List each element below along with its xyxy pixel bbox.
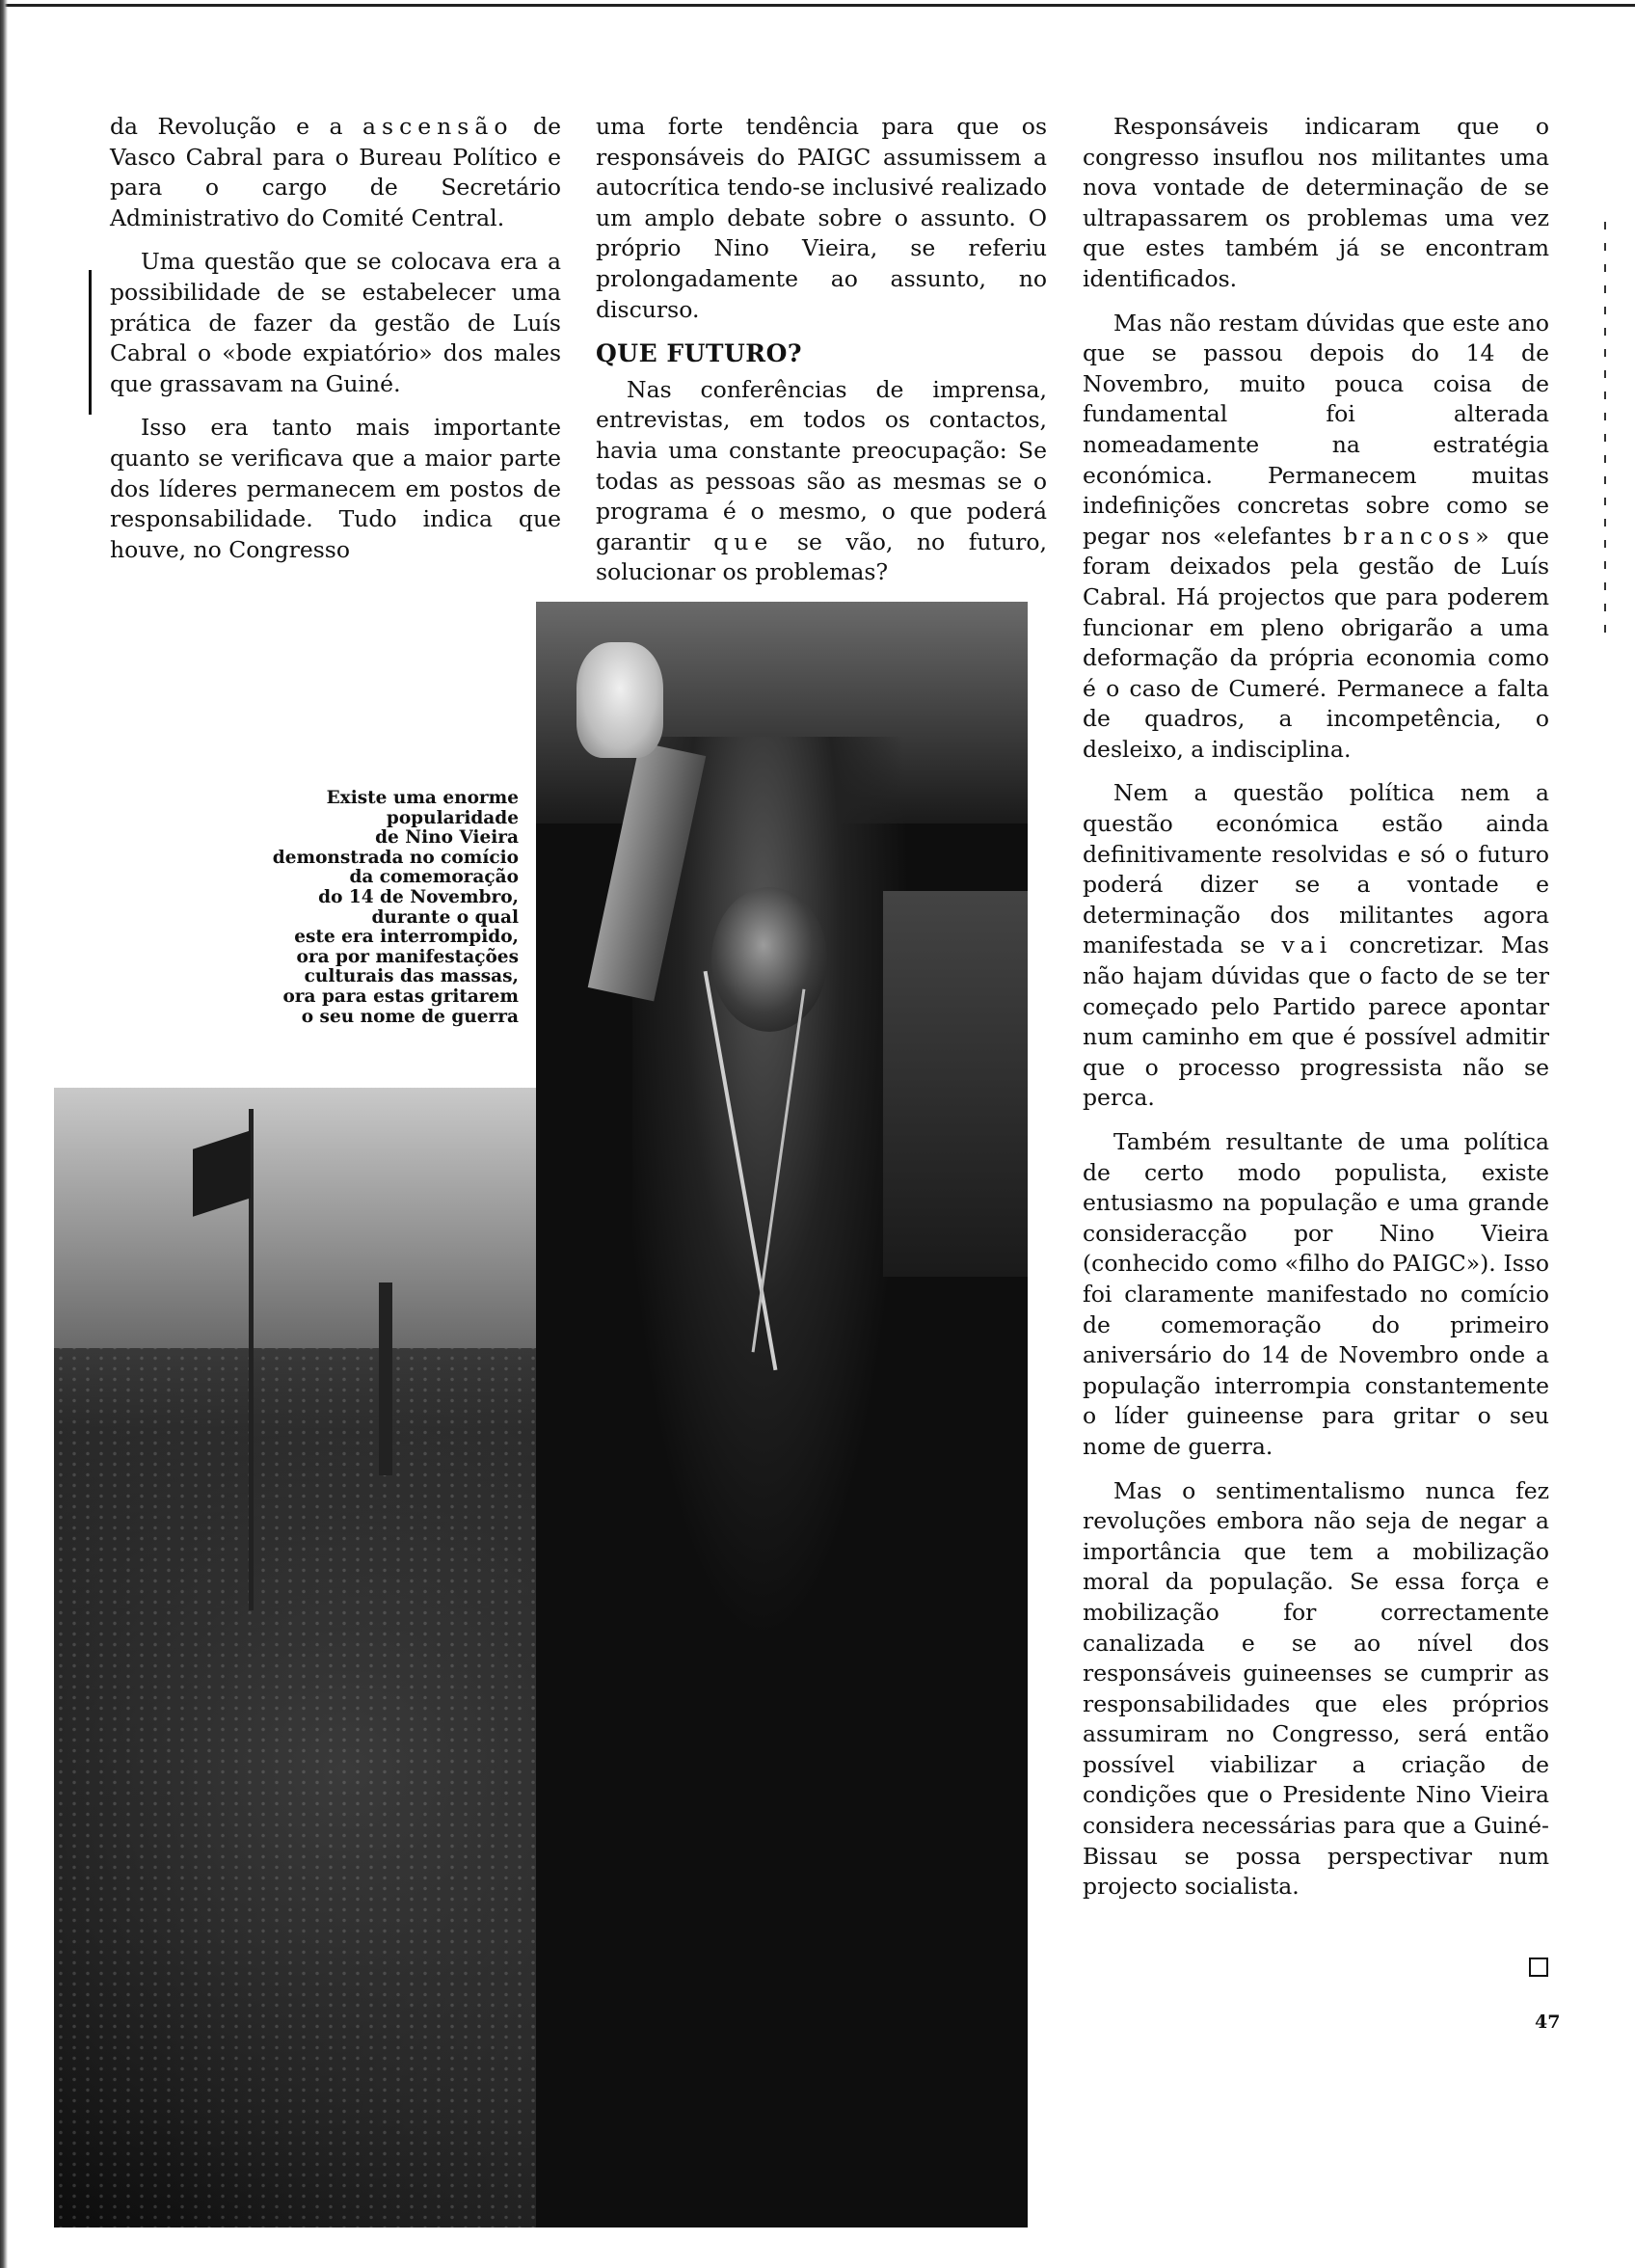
paragraph: Uma questão que se colocava era a possibilidade de se estabelecer uma prática de fazer da gestão de Luís Cabral o «bode expiatório» dos males que grassavam na Guiné. xyxy=(110,248,561,397)
caption-line: Existe uma enorme xyxy=(326,788,519,808)
section-heading: QUE FUTURO? xyxy=(596,339,802,368)
caption-line: durante o qual xyxy=(371,906,519,928)
margin-bracket xyxy=(89,270,92,415)
page-number: 47 xyxy=(1535,2012,1561,2033)
caption-line: este era interrompido, xyxy=(294,927,519,948)
paragraph: Isso era tanto mais importante quanto se verificava que a maior parte dos líderes permanecem em postos de responsabilidade. Tudo indica que houve, no Congresso xyxy=(110,414,561,563)
caption-line: popularidade xyxy=(386,807,519,828)
speaker-photo xyxy=(536,602,1028,2228)
photo-caption xyxy=(243,789,519,1027)
caption-line: ora para estas gritarem xyxy=(282,986,519,1007)
page-edge-shadow xyxy=(0,0,8,2268)
paragraph: uma forte tendência para que os responsáveis do PAIGC assumissem a autocrítica tendo-se inclusivé realizado um amplo debate sobre o assunto. O próprio Nino Vieira, se referiu prolongadamente ao assunto, no discurso. xyxy=(596,113,1047,323)
paragraph: Nem a questão política nem a questão económica estão ainda definitivamente resolvidas e só o futuro poderá dizer se a vontade e determinação dos militantes agora manifestada se vai concretizar. Mas não hajam dúvidas que o facto de se ter começado pelo Partido parece apontar num caminho em que é possível admitir que o processo progressista não se perca. xyxy=(1083,779,1549,1112)
paragraph: Nas conferências de imprensa, entrevistas, em todos os contactos, havia uma constante preocupação: Se todas as pessoas são as mesmas se o programa é o mesmo, o que poderá garantir que se vão, no futuro, solucionar os problemas? xyxy=(596,375,1047,586)
caption-line: demonstrada no comício xyxy=(272,847,519,868)
paragraph: Também resultante de uma política de certo modo populista, existe entusiasmo na população e uma grande consideracção por Nino Vieira (conhecido como «filho do PAIGC»). Isso foi claramente manifestado no comício de comemoração do primeiro aniversário do 14 de Novembro onde a população interrompia constantemente o líder guineense para gritar o seu nome de guerra. xyxy=(1083,1128,1549,1460)
caption-line: o seu nome de guerra xyxy=(301,1006,519,1027)
caption-line: de Nino Vieira xyxy=(375,827,519,849)
paragraph: da Revolução e a ascensão de Vasco Cabral para o Bureau Político e para o cargo de Secretário Administrativo do Comité Central. xyxy=(110,113,561,231)
end-of-article-mark xyxy=(1529,1958,1548,1977)
paragraph: Mas não restam dúvidas que este ano que se passou depois do 14 de Novembro, muito pouca coisa de fundamental foi alterada nomeadamente na estratégia económica. Permanecem muitas indefinições concretas sobre como se pegar nos «elefantes brancos» que foram deixados pela gestão de Luís Cabral. Há projectos que para poderem funcionar em pleno obrigarão a uma deformação da própria economia como é o caso de Cumeré. Permanece a falta de quadros, a incompetência, o desleixo, a indisciplina. xyxy=(1083,309,1549,763)
speaker-head xyxy=(711,887,827,1032)
paragraph: Mas o sentimentalismo nunca fez revoluções embora não seja de negar a importância que tem a mobilização moral da população. Se essa força e mobilização for correctamente canalizada e se ao nível dos responsáveis guineenses se cumprir as responsabilidades que eles próprios assumiram no Congresso, será então possível viabilizar a criação de condições que o Presidente Nino Vieira considera necessárias para que a Guiné-Bissau se possa perspectivar num projecto socialista. xyxy=(1083,1476,1549,1901)
article-column-1 xyxy=(110,112,561,579)
raised-hand xyxy=(576,642,663,758)
monument-tower xyxy=(379,1282,392,1475)
caption-line: da comemoração xyxy=(349,867,519,888)
article-column-2 xyxy=(596,112,1047,602)
paragraph: Responsáveis indicaram que o congresso insuflou nos militantes uma nova vontade de determinação de se ultrapassarem os problemas uma vez que estes também já se encontram identificados. xyxy=(1083,113,1549,292)
caption-line: do 14 de Novembro, xyxy=(318,886,519,907)
caption-line: culturais das massas, xyxy=(304,966,519,987)
top-border xyxy=(0,4,1635,7)
crowd-photo-sky xyxy=(54,1088,536,1348)
article-column-3 xyxy=(1083,112,1549,1916)
margin-marks xyxy=(1604,222,1606,636)
caption-line: ora por manifestações xyxy=(296,946,519,967)
